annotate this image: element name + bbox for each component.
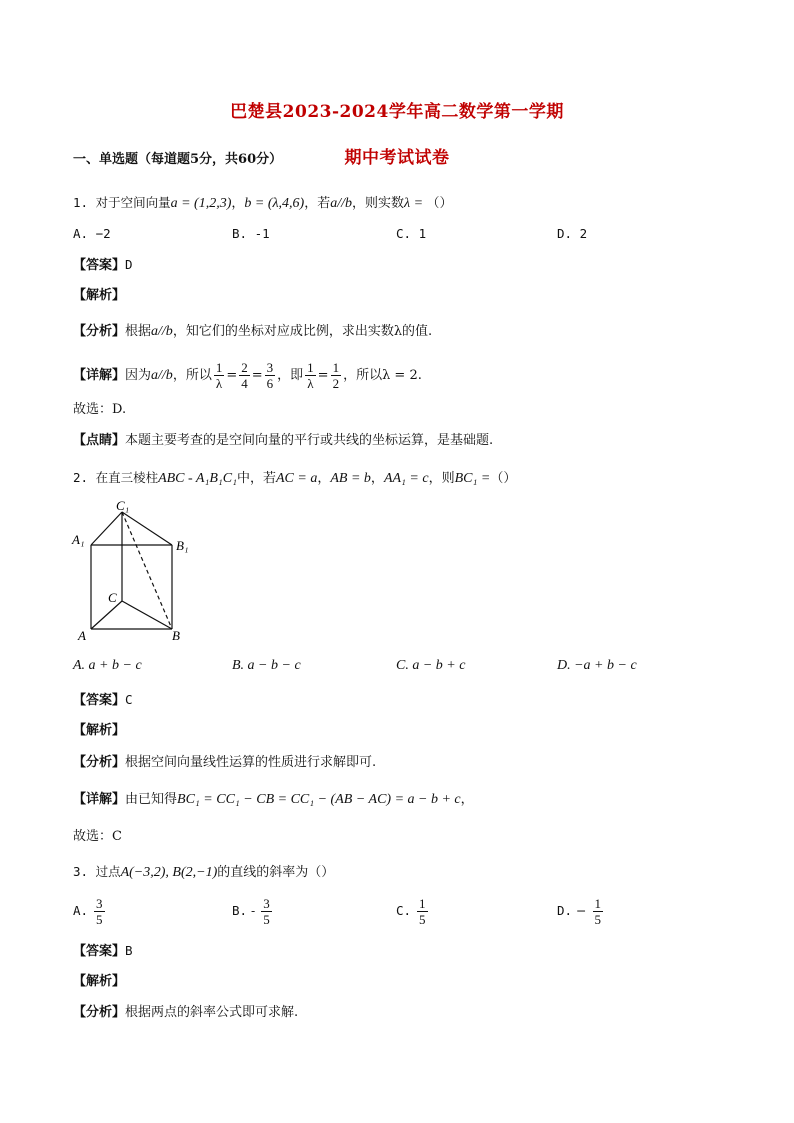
- q1-prefix: 1. 对于空间向量: [73, 195, 171, 210]
- label-c1: C₁: [116, 498, 130, 513]
- q1-xiangjie: [73, 360, 422, 391]
- q1-mid: ，若: [304, 196, 331, 211]
- q2-xiangjie: [73, 790, 474, 810]
- fenxi-text: 根据空间向量线性运算的性质进行求解即可.: [125, 755, 377, 770]
- fenxi-tag: 【分析】: [73, 1005, 126, 1020]
- title-line-1: 巴楚县2023-2024学年高二数学第一学期: [230, 102, 564, 122]
- frac-num: 1: [332, 360, 340, 375]
- xj-pre: 由已知得: [125, 792, 178, 807]
- q1-choose: 故选：D.: [73, 402, 127, 417]
- xj-mid2: ，即: [277, 368, 304, 383]
- edge-cb: [122, 601, 172, 629]
- option-sign: -: [251, 903, 256, 918]
- q2-then: ，则: [428, 471, 455, 486]
- frac-num: 1: [419, 896, 426, 911]
- q2-fenxi: [73, 753, 376, 773]
- fenxi-tag: 【分析】: [73, 324, 126, 339]
- equals: =: [226, 368, 238, 383]
- q2-answer: [73, 690, 133, 711]
- frac-num: 2: [241, 360, 248, 375]
- label-b: B: [172, 628, 180, 643]
- question-2: 2. 在直三棱柱ABC - A₁B₁C₁中，若AC = a，AB = b，AA₁ = c，则BC₁ =（）: [73, 470, 517, 486]
- q1-option-b: B. -1: [232, 226, 270, 241]
- q2-choose: 故选：C: [73, 829, 122, 844]
- fraction: [331, 360, 342, 391]
- q2-analysis-tag: 【解析】: [73, 723, 126, 738]
- frac-den: 2: [332, 376, 340, 391]
- label-c: C: [108, 590, 117, 605]
- frac-num: 3: [266, 360, 274, 375]
- fraction: [261, 896, 272, 927]
- q3-option-b: [232, 896, 274, 927]
- fenxi-pre: 根据: [125, 324, 152, 339]
- frac-den: 6: [266, 376, 274, 391]
- q1-option-c: C. 1: [396, 226, 427, 241]
- q3-option-a: [73, 896, 107, 927]
- option-sign: −: [576, 903, 587, 918]
- xj-pre: 因为: [125, 368, 152, 383]
- q2-prism: ABC - A₁B₁C₁: [158, 471, 237, 486]
- xj-end: ，: [460, 792, 474, 807]
- q1-dianjing: [73, 431, 493, 451]
- fraction: [94, 896, 105, 927]
- label-a: A: [78, 628, 86, 643]
- dianjing-tag: 【点睛】: [73, 433, 126, 448]
- q1-vector-b: b = (λ,4,6): [244, 196, 305, 211]
- q2-vector-aa1: AA₁ = c: [383, 471, 429, 486]
- edge-c1b1: [122, 512, 172, 545]
- equals: =: [251, 368, 263, 383]
- answer-tag: 【答案】: [73, 693, 126, 708]
- frac-den: 5: [263, 912, 270, 927]
- frac-den: 5: [594, 912, 602, 927]
- xj-expression: BC₁ = CC₁ − CB = CC₁ − (AB − AC) = a − b + c: [177, 792, 461, 807]
- q1-lambda: λ =: [404, 196, 427, 211]
- q1-paren: （）: [426, 196, 453, 211]
- q1-option-a: A. −2: [73, 226, 111, 241]
- xj-cond: a//b: [151, 368, 173, 383]
- q1-suffix: ，则实数: [352, 196, 405, 211]
- q2-option-c: C. a − b + c: [396, 658, 466, 673]
- prism-figure: [70, 498, 200, 646]
- q3-suffix: 的直线的斜率为（）: [217, 865, 335, 880]
- answer-value: C: [125, 692, 133, 707]
- frac-num: 1: [307, 360, 314, 375]
- q3-fenxi: [73, 1003, 298, 1023]
- fenxi-cond: a//b: [151, 324, 173, 339]
- fenxi-text: 根据两点的斜率公式即可求解.: [125, 1005, 299, 1020]
- edge-a1c1: [91, 512, 122, 545]
- q2-option-b: B. a − b − c: [232, 658, 301, 673]
- fraction: [305, 360, 316, 391]
- q3-prefix: 3. 过点: [73, 864, 121, 879]
- q1-sep: ，: [231, 196, 245, 211]
- q2-prefix: 2. 在直三棱柱: [73, 470, 159, 485]
- xiangjie-tag: 【详解】: [73, 792, 126, 807]
- q2-paren: （）: [490, 471, 517, 486]
- q2-target: BC₁ =: [454, 471, 491, 486]
- edge-bc1-dashed: [122, 512, 172, 629]
- q2-mid: 中，若: [236, 471, 276, 486]
- question-3: [73, 862, 334, 883]
- q3-points: A(−3,2), B(2,−1): [120, 865, 218, 880]
- xiangjie-tag: 【详解】: [73, 368, 126, 383]
- frac-num: 1: [215, 360, 223, 375]
- option-label: A.: [73, 903, 89, 918]
- dianjing-text: 本题主要考查的是空间向量的平行或共线的坐标运算，是基础题.: [125, 433, 494, 448]
- fraction: [214, 360, 225, 391]
- answer-value: D: [125, 257, 133, 272]
- frac-den: 5: [96, 912, 103, 927]
- q3-option-c: [396, 896, 430, 927]
- q1-answer: [73, 255, 133, 276]
- equals: =: [317, 368, 329, 383]
- frac-num: 1: [594, 896, 602, 911]
- q1-vector-a: a = (1,2,3): [170, 196, 232, 211]
- frac-den: λ: [307, 376, 314, 391]
- frac-den: λ: [215, 376, 223, 391]
- fraction: [417, 896, 428, 927]
- q3-option-d: [557, 896, 605, 927]
- fraction: [593, 896, 604, 927]
- option-label: B.: [232, 903, 248, 918]
- frac-den: 4: [241, 376, 248, 391]
- xj-mid: ，所以: [172, 368, 212, 383]
- frac-den: 5: [419, 912, 426, 927]
- frac-num: 3: [263, 896, 270, 911]
- q1-analysis-tag: 【解析】: [73, 288, 126, 303]
- frac-num: 3: [96, 896, 103, 911]
- q2-vector-ac: AC = a: [276, 471, 318, 486]
- q2-option-d: D. −a + b − c: [557, 658, 637, 673]
- fenxi-tag: 【分析】: [73, 755, 126, 770]
- section-heading: 一、单选题（每道题5分，共60分）: [73, 152, 283, 167]
- question-1: [73, 193, 453, 214]
- q1-condition: a//b: [330, 196, 353, 211]
- fraction: [239, 360, 250, 391]
- q2-vector-ab: AB = b: [330, 471, 371, 486]
- title-line-2: 期中考试试卷: [344, 148, 450, 168]
- answer-tag: 【答案】: [73, 258, 126, 273]
- label-a1: A₁: [72, 532, 85, 547]
- fraction: [265, 360, 276, 391]
- q3-analysis-tag: 【解析】: [73, 974, 126, 989]
- q1-fenxi: [73, 322, 432, 342]
- q3-answer: [73, 941, 133, 962]
- answer-value: B: [125, 943, 133, 958]
- fenxi-post: ，知它们的坐标对应成比例，求出实数λ的值.: [172, 324, 433, 339]
- option-label: C.: [396, 903, 412, 918]
- q1-option-d: D. 2: [557, 226, 588, 241]
- q2-option-a: A. a + b − c: [73, 658, 142, 673]
- edge-ac: [91, 601, 122, 629]
- option-label: D.: [557, 903, 573, 918]
- answer-tag: 【答案】: [73, 944, 126, 959]
- xj-end: ，所以λ = 2.: [343, 368, 422, 383]
- label-b1: B₁: [176, 538, 189, 553]
